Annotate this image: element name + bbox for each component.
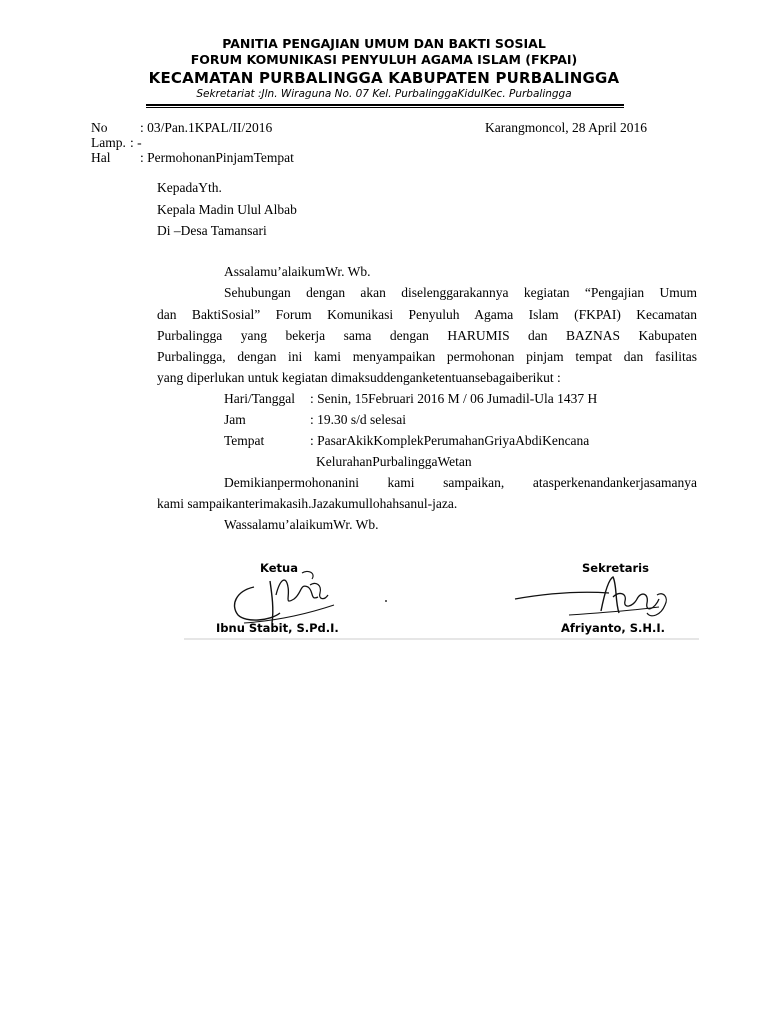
- paragraph-line: Sehubungan dengan akan diselenggarakannya kegiatan “Pengajian Umum: [224, 285, 697, 300]
- signer-left-name: Ibnu Stabit, S.Pd.I.: [216, 621, 339, 635]
- recipient-salutation: KepadaYth.: [157, 180, 222, 195]
- letterhead-district: KECAMATAN PURBALINGGA KABUPATEN PURBALINGGA: [148, 69, 620, 87]
- signature-underline: [184, 638, 699, 640]
- detail-value-time: : 19.30 s/d selesai: [310, 412, 406, 427]
- detail-value-place: : PasarAkikKomplekPerumahanGriyaAbdiKencana: [310, 433, 590, 448]
- greeting: Assalamu’alaikumWr. Wb.: [224, 264, 371, 279]
- detail-label-time: Jam: [224, 412, 246, 427]
- closing-line: kami sampaikanterimakasih.Jazakumullohahsanul-jaza.: [157, 496, 458, 511]
- lamp-label: Lamp.: [91, 135, 126, 150]
- recipient-location: Di –Desa Tamansari: [157, 223, 267, 238]
- signer-right-title: Sekretaris: [582, 561, 649, 575]
- detail-label-place: Tempat: [224, 433, 265, 448]
- place-date: Karangmoncol, 28 April 2016: [485, 120, 647, 135]
- detail-value-date: : Senin, 15Februari 2016 M / 06 Jumadil-Ula 1437 H: [310, 391, 598, 406]
- ink-dot: [385, 600, 387, 602]
- closing-line: Demikianpermohonanini kami sampaikan, atasperkenandankerjasamanya: [224, 475, 697, 490]
- signature-block: [184, 555, 699, 640]
- paragraph-line: Purbalingga yang bekerja sama dengan HARUMIS dan BAZNAS Kabupaten: [157, 328, 697, 343]
- hal-value: : PermohonanPinjamTempat: [140, 150, 294, 165]
- detail-label-date: Hari/Tanggal: [224, 391, 296, 406]
- letterhead-rule-thin: [146, 107, 624, 108]
- letterhead-address: Sekretariat :Jln. Wiraguna No. 07 Kel. PurbalinggaKidulKec. Purbalingga: [196, 88, 572, 100]
- lamp-value: : -: [130, 135, 142, 150]
- signer-right-name: Afriyanto, S.H.I.: [561, 621, 666, 635]
- paragraph-line: dan BaktiSosial” Forum Komunikasi Penyuluh Agama Islam (FKPAI) Kecamatan: [157, 307, 697, 322]
- letterhead-forum: FORUM KOMUNIKASI PENYULUH AGAMA ISLAM (FKPAI): [190, 52, 578, 67]
- detail-value-place-cont: KelurahanPurbalinggaWetan: [316, 454, 472, 469]
- letterhead-committee: PANITIA PENGAJIAN UMUM DAN BAKTI SOSIAL: [222, 36, 546, 51]
- signer-left-title: Ketua: [260, 561, 298, 575]
- farewell: Wassalamu’alaikumWr. Wb.: [224, 517, 379, 532]
- paragraph-line: Purbalingga, dengan ini kami menyampaikan permohonan pinjam tempat dan fasilitas: [157, 349, 697, 364]
- no-label: No: [91, 120, 108, 135]
- hal-label: Hal: [91, 150, 111, 165]
- paragraph-line: yang diperlukan untuk kegiatan dimaksuddenganketentuansebagaiberikut :: [157, 370, 561, 385]
- letterhead-rule-thick: [146, 104, 624, 106]
- no-value: : 03/Pan.1KPAL/II/2016: [140, 120, 273, 135]
- recipient-name: Kepala Madin Ulul Albab: [157, 202, 297, 217]
